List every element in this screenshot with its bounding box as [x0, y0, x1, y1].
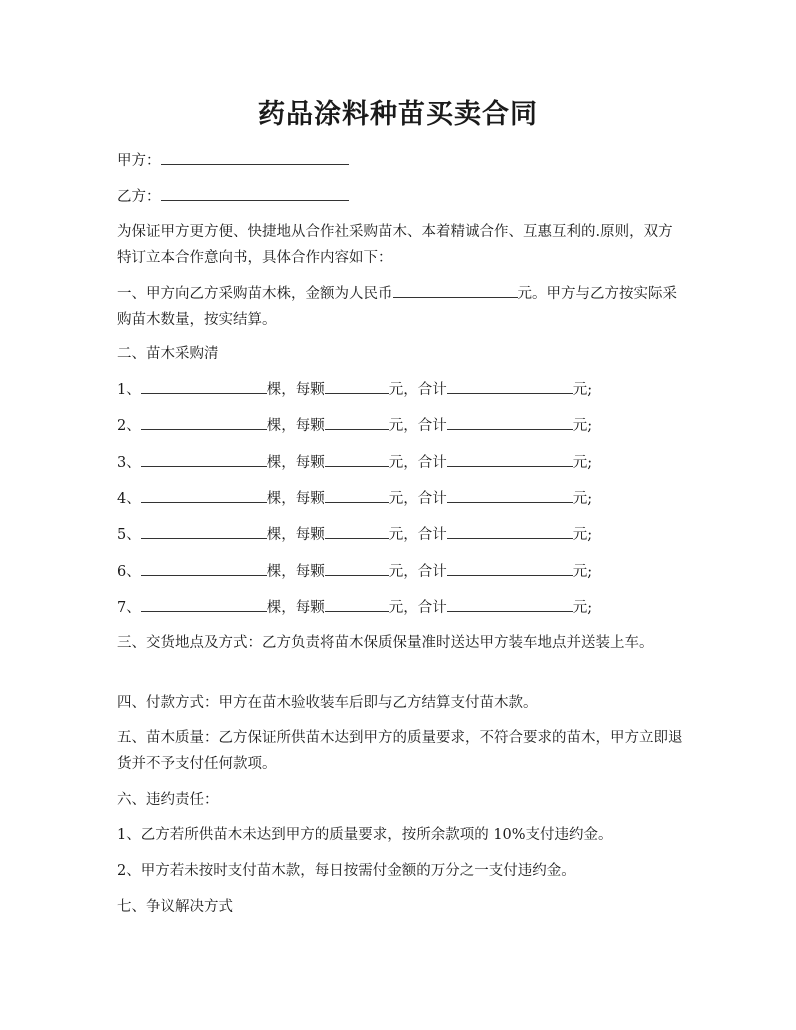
clause-4: 四、付款方式：甲方在苗木验收装车后即与乙方结算支付苗木款。	[117, 695, 538, 711]
clause-6-item-2: 2、甲方若未按时支付苗木款，每日按需付金额的万分之一支付违约金。	[117, 863, 576, 879]
price-blank	[325, 559, 389, 576]
purchase-row	[117, 559, 687, 585]
total-blank	[447, 377, 573, 394]
clause-6-heading: 六、违约责任：	[117, 792, 219, 808]
party-b-label: 乙方：	[117, 189, 161, 205]
unit-tree-label: 棵，每颗	[266, 599, 325, 616]
unit-yuan-label: 元;	[572, 382, 593, 398]
party-a-label: 甲方：	[117, 153, 161, 169]
unit-tree-label: 棵，每颗	[266, 490, 325, 507]
document-title: 药品涂料种苗买卖合同	[258, 99, 538, 130]
unit-yuan-label: 元;	[572, 454, 593, 471]
unit-total-label: 元，合计	[388, 563, 447, 580]
unit-yuan-label: 元;	[572, 490, 593, 507]
quantity-blank	[141, 413, 267, 430]
purchase-row	[117, 486, 687, 512]
purchase-row-number: 6、	[117, 563, 141, 580]
quantity-blank	[141, 450, 267, 467]
party-b-line	[117, 184, 687, 210]
unit-total-label: 元，合计	[388, 527, 447, 544]
unit-total-label: 元，合计	[388, 599, 447, 616]
clause-1-text-before: 一、甲方向乙方采购苗木株，金额为人民币	[117, 286, 393, 302]
total-blank	[447, 522, 573, 539]
unit-tree-label: 棵，每颗	[266, 418, 325, 435]
purchase-row-number: 3、	[117, 454, 141, 471]
clause-5: 五、苗木质量：乙方保证所供苗木达到甲方的质量要求，不符合要求的苗木，甲方立即退货并不予支付任何款项。	[117, 730, 683, 772]
quantity-blank	[141, 559, 267, 576]
purchase-row-number: 1、	[117, 382, 141, 398]
unit-yuan-label: 元;	[572, 599, 593, 616]
quantity-blank	[141, 595, 267, 612]
clause-1-text-after: 元。甲方与乙方按实际采购苗木数量，按实结算。	[117, 286, 677, 328]
purchase-row-number: 5、	[117, 527, 141, 544]
total-blank	[447, 559, 573, 576]
purchase-row	[117, 413, 687, 439]
unit-total-label: 元，合计	[388, 418, 447, 435]
unit-total-label: 元，合计	[388, 382, 447, 398]
clause-3: 三、交货地点及方式：乙方负责将苗木保质保量准时送达甲方装车地点并送装上车。	[117, 635, 654, 651]
purchase-row	[117, 450, 687, 476]
price-blank	[325, 413, 389, 430]
unit-yuan-label: 元;	[572, 527, 593, 544]
unit-tree-label: 棵，每颗	[266, 454, 325, 471]
party-a-blank	[161, 148, 349, 165]
clause-1	[117, 281, 687, 333]
quantity-blank	[141, 486, 267, 503]
quantity-blank	[141, 377, 267, 394]
unit-total-label: 元，合计	[388, 490, 447, 507]
quantity-blank	[141, 522, 267, 539]
total-blank	[447, 450, 573, 467]
clause-2-heading: 二、苗木采购清	[117, 346, 219, 362]
unit-tree-label: 棵，每颗	[266, 527, 325, 544]
unit-tree-label: 棵，每颗	[266, 382, 325, 398]
unit-tree-label: 棵，每颗	[266, 563, 325, 580]
price-blank	[325, 450, 389, 467]
purchase-row	[117, 522, 687, 548]
purchase-row	[117, 595, 687, 621]
unit-yuan-label: 元;	[572, 563, 593, 580]
clause-6-item-1: 1、乙方若所供苗木未达到甲方的质量要求，按所余款项的 10%支付违约金。	[117, 827, 613, 843]
party-b-blank	[161, 184, 349, 201]
purchase-row-number: 2、	[117, 418, 141, 435]
purchase-row	[117, 377, 687, 403]
price-blank	[325, 377, 389, 394]
purchase-row-number: 7、	[117, 599, 141, 616]
price-blank	[325, 595, 389, 612]
total-blank	[447, 413, 573, 430]
unit-yuan-label: 元;	[572, 418, 593, 435]
unit-total-label: 元，合计	[388, 454, 447, 471]
clause-7-heading: 七、争议解决方式	[117, 899, 233, 915]
total-blank	[447, 595, 573, 612]
price-blank	[325, 486, 389, 503]
price-blank	[325, 522, 389, 539]
total-blank	[447, 486, 573, 503]
purchase-row-number: 4、	[117, 490, 141, 507]
intro-paragraph: 为保证甲方更方便、快捷地从合作社采购苗木、本着精诚合作、互惠互利的.原则，双方特订立本合作意向书，具体合作内容如下：	[117, 224, 673, 266]
party-a-line	[117, 148, 687, 174]
clause-1-amount-blank	[393, 281, 518, 298]
